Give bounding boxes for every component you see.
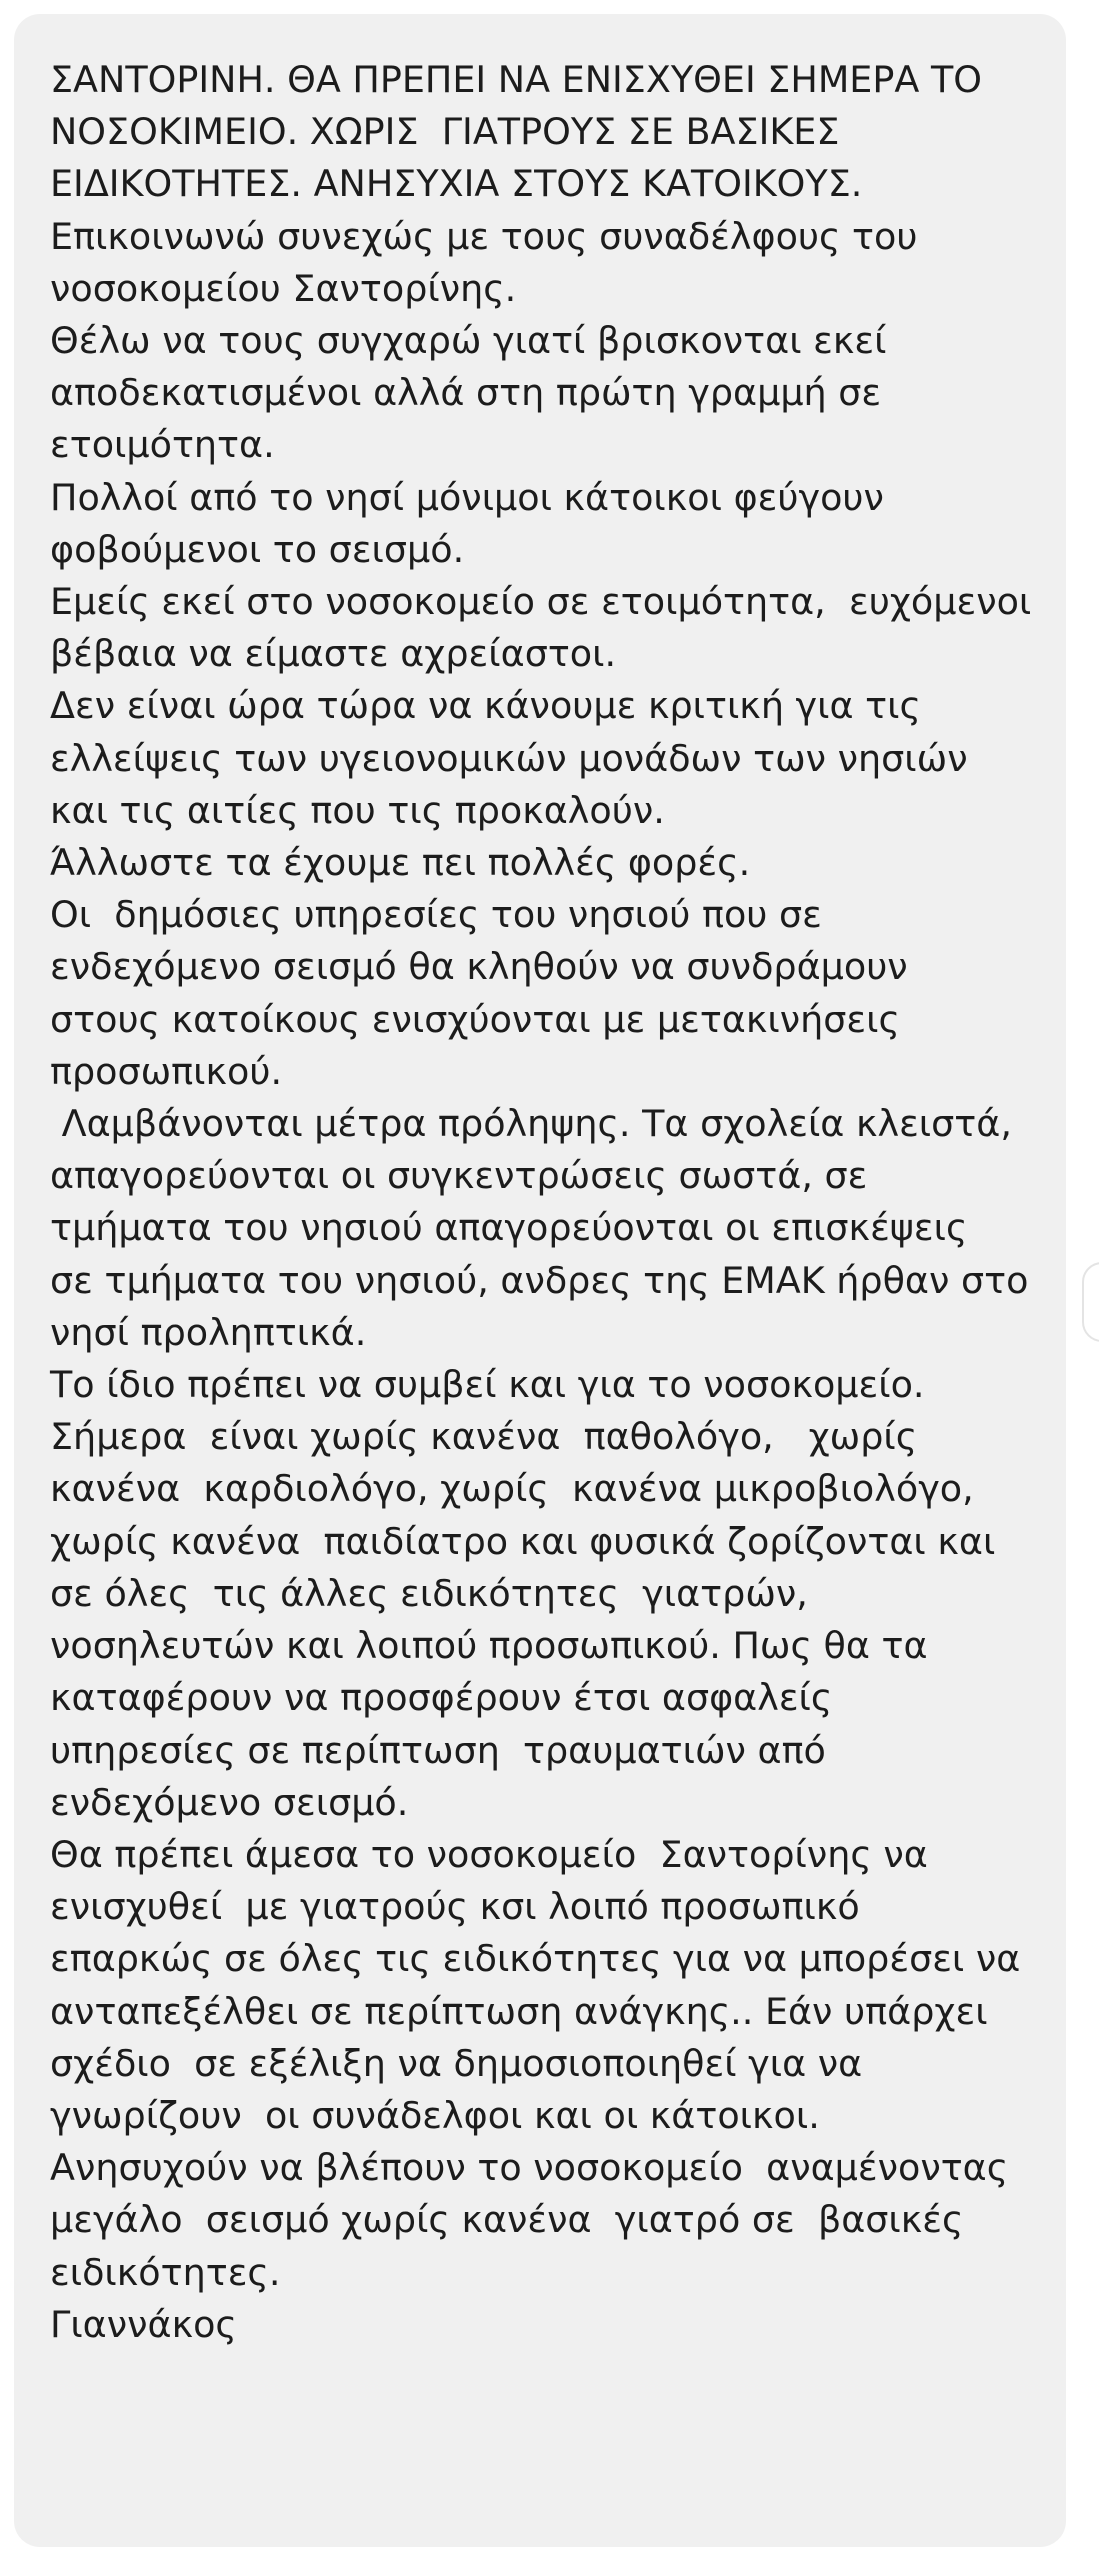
message-line: ετοιμότητα. (50, 423, 275, 467)
message-line: Θέλω να τους συγχαρώ γιατί βρισκονται εκεί (50, 319, 887, 363)
message-line: Το ίδιο πρέπει να συμβεί και για το νοσοκομείο. (50, 1363, 925, 1407)
message-line: μεγάλο σεισμό χωρίς κανένα γιατρό σε βασικές (50, 2198, 964, 2242)
message-line: σε όλες τις άλλες ειδικότητες γιατρών, (50, 1571, 808, 1615)
message-line: προσωπικού. (50, 1049, 283, 1093)
message-line: ΝΟΣΟΚΙΜΕΙΟ. ΧΩΡΙΣ ΓΙΑΤΡΟΥΣ ΣΕ ΒΑΣΙΚΕΣ (50, 110, 840, 154)
message-line: ενδεχόμενο σεισμό. (50, 1780, 409, 1824)
message-line: απαγορεύονται οι συγκεντρώσεις σωστά, σε (50, 1154, 868, 1198)
message-line: επαρκώς σε όλες τις ειδικότητες για να μπορέσει να (50, 1937, 1021, 1981)
message-line: Γιαννάκος (50, 2302, 237, 2346)
message-line: ελλείψεις των υγειονομικών μονάδων των νησιών (50, 736, 968, 780)
message-line: Οι δημόσιες υπηρεσίες του νησιού που σε (50, 893, 822, 937)
message-line: σχέδιο σε εξέλιξη να δημοσιοποιηθεί για να (50, 2041, 863, 2085)
message-bubble (14, 14, 1066, 2547)
message-line: Άλλωστε τα έχουμε πει πολλές φορές. (50, 841, 751, 885)
message-line: τμήματα του νησιού απαγορεύονται οι επισκέψεις (50, 1206, 968, 1250)
message-line: στους κατοίκους ενισχύονται με μετακινήσεις (50, 997, 900, 1041)
message-line: νησί προληπτικά. (50, 1310, 367, 1354)
message-line: κανένα καρδιολόγο, χωρίς κανένα μικροβιολόγο, (50, 1467, 974, 1511)
message-line: Εμείς εκεί στο νοσοκομείο σε ετοιμότητα, ευχόμενοι (50, 580, 1032, 624)
message-line: Σήμερα είναι χωρίς κανένα παθολόγο, χωρίς (50, 1415, 918, 1459)
message-line: ειδικότητες. (50, 2250, 281, 2294)
message-line: Λαμβάνονται μέτρα πρόληψης. Τα σχολεία κλειστά, (50, 1102, 1012, 1146)
message-line: γνωρίζουν οι συνάδελφοι και οι κάτοικοι. (50, 2093, 820, 2137)
message-line: αποδεκατισμένοι αλλά στη πρώτη γραμμή σε (50, 371, 882, 415)
message-line: νοσηλευτών και λοιπού προσωπικού. Πως θα τα (50, 1624, 928, 1668)
message-line: σε τμήματα του νησιού, ανδρες της ΕΜΑΚ ήρθαν στο (50, 1258, 1029, 1302)
message-line: Επικοινωνώ συνεχώς με τους συναδέλφους του (50, 214, 918, 258)
message-line: ενισχυθεί με γιατρούς κσι λοιπό προσωπικό (50, 1885, 860, 1929)
message-line: φοβούμενοι το σεισμό. (50, 527, 465, 571)
message-line: Πολλοί από το νησί μόνιμοι κάτοικοι φεύγουν (50, 475, 884, 519)
message-line: υπηρεσίες σε περίπτωση τραυματιών από (50, 1728, 826, 1772)
message-line: βέβαια να είμαστε αχρείαστοι. (50, 632, 617, 676)
message-line: ΣΑΝΤΟΡΙΝΗ. ΘΑ ΠΡΕΠΕΙ ΝΑ ΕΝΙΣΧΥΘΕΙ ΣΗΜΕΡΑ ΤΟ (50, 58, 982, 101)
message-line: ανταπεξέλθει σε περίπτωση ανάγκης.. Εάν υπάρχει (50, 1989, 988, 2033)
message-line: νοσοκομείου Σαντορίνης. (50, 266, 517, 310)
message-line: και τις αιτίες που τις προκαλούν. (50, 788, 665, 832)
message-line: Θα πρέπει άμεσα το νοσοκομείο Σαντορίνης να (50, 1832, 928, 1876)
message-line: Δεν είναι ώρα τώρα να κάνουμε κριτική για τις (50, 684, 921, 728)
message-line: ενδεχόμενο σεισμό θα κληθούν να συνδράμουν (50, 945, 908, 989)
message-line: καταφέρουν να προσφέρουν έτσι ασφαλείς (50, 1676, 833, 1720)
scroll-handle-edge[interactable] (1082, 1262, 1099, 1342)
message-line: ΕΙΔΙΚΟΤΗΤΕΣ. ΑΝΗΣΥΧΙΑ ΣΤΟΥΣ ΚΑΤΟΙΚΟΥΣ. (50, 162, 863, 206)
message-line: χωρίς κανένα παιδίατρο και φυσικά ζορίζονται και (50, 1519, 996, 1563)
message-line: Ανησυχούν να βλέπουν το νοσοκομείο αναμένοντας (50, 2146, 1009, 2190)
message-text (50, 54, 1070, 2351)
